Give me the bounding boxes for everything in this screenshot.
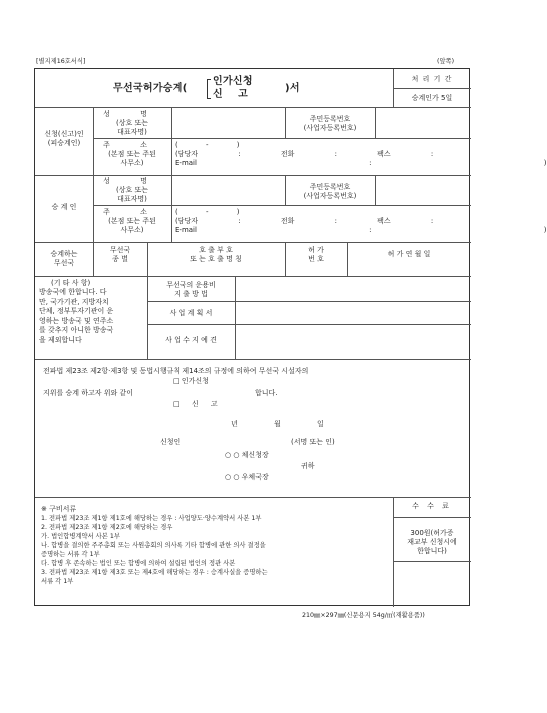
honorific: 귀하 (301, 462, 315, 470)
title-option-report: 신 고 (213, 89, 254, 100)
statement-line2: 지위를 승계 하고자 위와 같이 (43, 389, 134, 397)
title-option-apply: 인가신청 (213, 76, 253, 87)
successor-name-label: 성 명 (상호 또는 대표자명) (103, 177, 161, 203)
other-items-note: (기 타 사 항) 방송국에 한합니다. 다 만, 국가기관, 지방자치 단체, 정부투자기관이 운 영하는 방송국 및 연주소 를 갖추지 아니한 방송국 을 제외합니다 (39, 279, 114, 344)
operating-cost-label: 무선국의 운용비 지 출 방 법 (166, 281, 216, 298)
addressee-post-office: ○ ○ 우체국장 (225, 473, 269, 481)
applicant-section-label: 신청(신고)인 (피승계인) (44, 130, 84, 147)
applicant-name-label: 성 명 (상호 또는 대표자명) (103, 110, 161, 136)
application-form (34, 68, 547, 606)
applicant-regno-label: 주민등록번호 (사업자등록번호) (303, 115, 357, 132)
successor-address-fields[interactable]: ( - ) (담당자 : 전화 : 팩스 : E-mail : ) (175, 208, 547, 234)
title-bracket (207, 79, 211, 99)
license-date-header: 허 가 연 월 일 (387, 250, 431, 258)
station-type-header: 무선국 종 별 (109, 246, 131, 263)
date-line[interactable]: 년 월 일 (231, 420, 324, 428)
statement-line1: 전파법 제23조 제2항·제3항 및 동법시행규칙 제14조의 규정에 의하여 무선국 시설자의 (43, 367, 309, 375)
revenue-forecast-label: 사 업 수 지 예 견 (165, 336, 217, 344)
successor-regno-label: 주민등록번호 (사업자등록번호) (303, 183, 357, 200)
form-number: [별지제16호서식] (36, 58, 86, 65)
statement-line2-end: 합니다. (255, 389, 278, 397)
page-side-label: (앞쪽) (437, 58, 455, 65)
business-plan-label: 사 업 계 획 서 (169, 309, 213, 317)
successor-address-label: 주 소 (본점 또는 주된 사무소) (103, 208, 161, 234)
applicant-address-label: 주 소 (본점 또는 주된 사무소) (103, 141, 161, 167)
statement-option-report[interactable]: □ 신 고 (173, 400, 218, 408)
statement-option-apply[interactable]: □ 인가신청 (173, 377, 209, 385)
paper-spec-footer: 210㎜×297㎜(신문용지 54g/㎡(재활용품)) (302, 612, 425, 619)
signature-note[interactable]: (서명 또는 인) (291, 438, 335, 446)
addressee-regional-office: ○ ○ 체신청장 (225, 451, 269, 459)
processing-period-value: 승계인가 5일 (411, 94, 453, 102)
applicant-address-fields[interactable]: ( - ) (담당자 : 전화 : 팩스 : E-mail : ) (175, 141, 547, 167)
successor-section-label: 승 계 인 (51, 203, 77, 211)
title-end: )서 (285, 83, 300, 94)
processing-period-label: 처 리 기 간 (411, 75, 453, 83)
form-title: 무선국허가승계( (113, 83, 188, 94)
call-sign-header: 호 출 부 호 또 는 호 출 명 칭 (190, 246, 242, 263)
fee-label: 수 수 료 (412, 502, 452, 510)
station-section-label: 승계하는 무선국 (50, 250, 78, 267)
signer-label: 신청인 (160, 438, 181, 446)
required-docs-title: ※ 구비서류 (41, 505, 77, 513)
fee-value: 300원(허가증 재교부 신청시에 한합니다) (407, 529, 457, 555)
license-number-header: 허 가 번 호 (308, 246, 324, 263)
required-docs-list: 1. 전파법 제23조 제1항 제1호에 해당하는 경우 : 사업양도·양수계약서 사본 1부 2. 전파법 제23조 제1항 제2호에 해당하는 경우 가. 법인합병계약서 사본 1부 나. 합병을 결의한 주주총회 또는 사원총회의 의사록 기타 합병에 관한 의사 결정을 증명하는 서류 각 1부 다. 합병 후 존속하는 법인 또는 합병에 의하여 설립된 법인의 정관 사본 3. 전파법 제23조 제1항 제3호 또는 제4호에 해당하는 경우 : 승계사실을 증명하는 서류 각 1부 (41, 515, 268, 585)
